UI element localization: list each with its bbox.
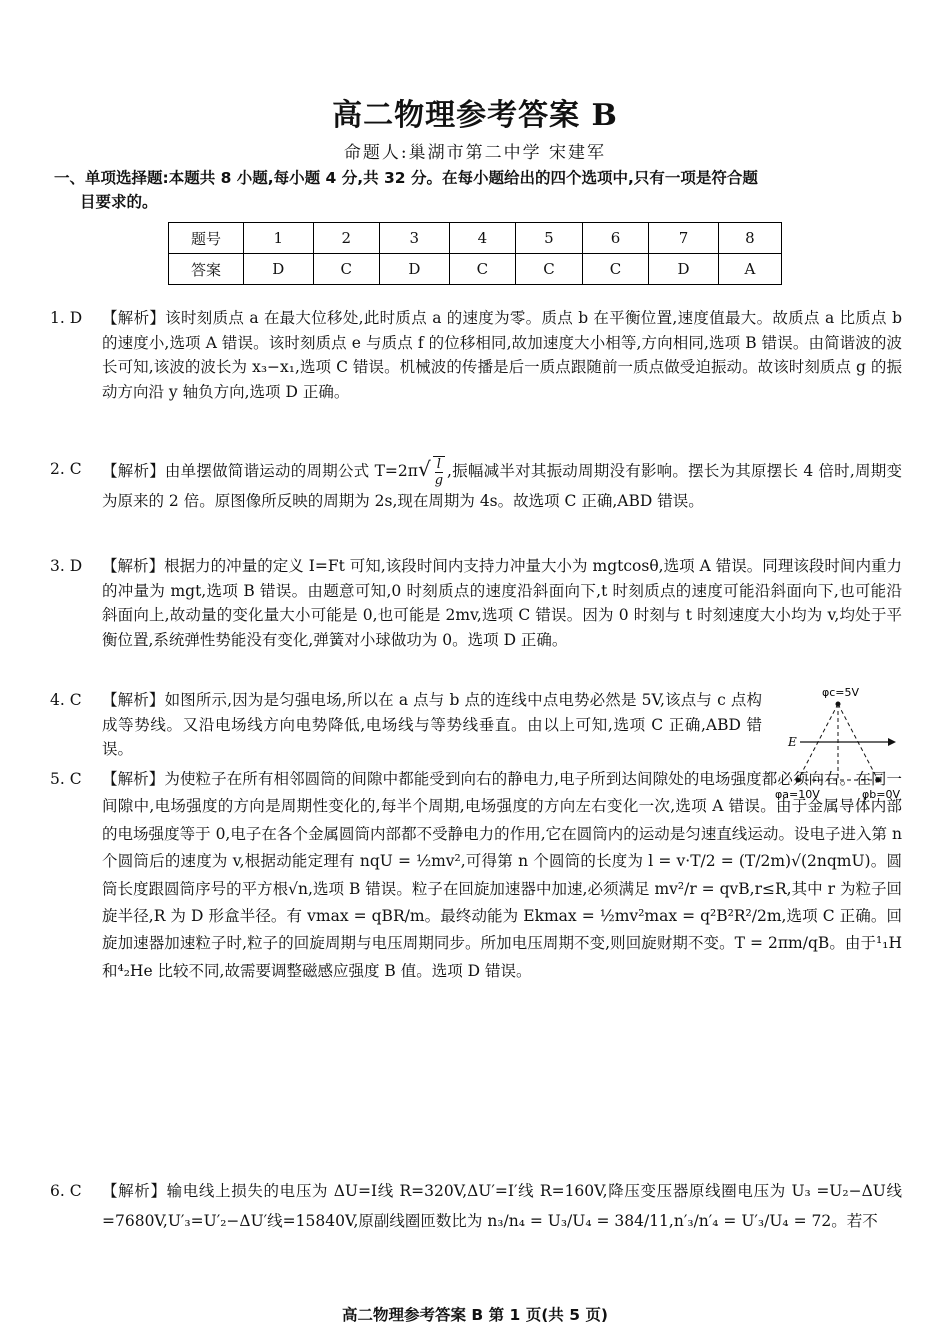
question-number: 7 [649,223,719,254]
section-heading-text: 一、单项选择题:本题共 8 小题,每小题 4 分,共 32 分。在每小题给出的四个选项中,只有一项是符合题 [54,169,758,187]
section-heading [54,166,902,214]
label-e: E [788,735,797,749]
arrow-icon [888,738,896,746]
answer-table [168,222,782,285]
question-number: 6 [582,223,649,254]
solution-text: 【解析】输电线上损失的电压为 ΔU=I线 R=320V,ΔU′=I′线 R=160V,降压变压器原线圈电压为 U₃ =U₂−ΔU线=7680V,U′₃=U′₂−ΔU′线=15840V,原副线圈匝数比为 n₃/n₄ = U₃/U₄ = 384/11,n′₃/n′₄ = U′₃/U₄ = 72。若不 [102,1182,902,1230]
question-number: 5 [516,223,583,254]
question-number: 2 [313,223,380,254]
solution-post: ,振幅减半对其振动周期没有影响。摆长为其原摆长 4 倍时,周期变为原来的 2 倍。原图像所反映的周期为 2s,现在周期为 4s。故选项 C 正确,ABD 错误。 [102,462,902,510]
solution-text: 【解析】为使粒子在所有相邻圆筒的间隙中都能受到向右的静电力,电子所到达间隙处的电场强度都必须向右。在同一间隙中,电场强度的方向是周期性变化的,每半个周期,电场强度的方向左右变化一次,选项 A 错误。由于金属导体内部的电场强度等于 0,电子在各个金属圆筒内部都不受静电力的作用,它在圆筒内的运动是匀速直线运动。设电子进入第 n 个圆筒后的速度为 v,根据动能定理有 nqU = ½mv²,可得第 n 个圆筒的长度为 l = v·T/2 = (T/2m)√(2nqmU)。圆筒长度跟圆筒序号的平方根√n,选项 B 错误。粒子在回旋加速器中加速,必须满足 mv²/r = qvB,r≤R,其中 r 为粒子回旋半径,R 为 D 形盒半径。有 vmax = qBR/m。最终动能为 Ekmax = ½mv²max = q²B²R²/2m,选项 C 正确。回旋加速器加速粒子时,粒子的回旋周期与电压周期同步。所加电压周期不变,则回旋财期不变。T = 2πm/qB。由于¹₁H 和⁴₂He 比较不同,故需要调整磁感应强度 B 值。选项 D 错误。 [102,770,902,980]
question-number: 8 [718,223,781,254]
solution-text: 【解析】根据力的冲量的定义 I=Ft 可知,该段时间内支持力冲量大小为 mgtcosθ,选项 A 错误。同理该段时间内重力的冲量为 mgt,选项 B 错误。由题意可知,0 时刻质点的速度沿斜面向下,t 时刻质点的速度可能沿斜面向下,也可能沿斜面向上,故动量的变化量大小可能是 0,也可能是 2mv,选项 C 错误。因为 0 时刻与 t 时刻速度大小均为 v,均处于平衡位置,系统弹性势能没有变化,弹簧对小球做功为 0。选项 D 正确。 [102,557,902,649]
answer-cell: C [449,254,516,285]
question-row [169,223,782,254]
answer-cell: C [313,254,380,285]
solution-text: 【解析】由单摆做简谐运动的周期公式 T=2π√ $\frac{l}{g}$ ,振幅减半对其振动周期没有影响。摆长为其原摆长 4 倍时,周期变为原来的 2 倍。原图像所反映的周期为 2s,现在周期为 4s。故选项 C 正确,ABD 错误。 [102,457,902,510]
solution-text: 【解析】该时刻质点 a 在最大位移处,此时质点 a 的速度为零。质点 b 在平衡位置,速度值最大。故质点 a 比质点 b 的速度小,选项 A 错误。该时刻质点 e 与质点 f 的位移相同,故加速度大小相等,方向相同,选项 B 错误。由简谐波的波长可知,该波的波长为 x₃−x₁,选项 C 错误。机械波的传播是后一质点跟随前一质点做受迫振动。故该时刻质点 g 的振动方向沿 y 轴负方向,选项 D 正确。 [102,309,902,401]
solution-6 [50,1176,902,1236]
answer-cell: A [718,254,781,285]
solution-number: 1. D [50,309,83,327]
solution-number: 6. C [50,1182,82,1200]
solution-5 [50,766,902,985]
formula-fraction: $\frac{l}{g}$ [434,457,444,488]
solution-pre: 【解析】由单摆做简谐运动的周期公式 T=2π [102,462,418,480]
page-footer: 高二物理参考答案 B 第 1 页(共 5 页) [342,1306,608,1324]
solution-2 [50,456,902,514]
question-number: 3 [380,223,450,254]
question-number: 4 [449,223,516,254]
answer-row [169,254,782,285]
page-title: 高二物理参考答案 B [332,98,618,133]
label-phi-c: φc=5V [822,686,860,699]
solution-number: 2. C [50,460,82,478]
answer-cell: D [649,254,719,285]
row-label-question: 题号 [169,223,244,254]
solution-4 [50,688,762,762]
section-heading-cont: 目要求的。 [80,193,158,211]
label-phi-a: φa=10V [775,788,820,801]
solution-text: 【解析】如图所示,因为是匀强电场,所以在 a 点与 b 点的连线中点电势必然是 5V,该点与 c 点构成等势线。又沿电场线方向电势降低,电场线与等势线垂直。由以上可知,选项 C 正确,ABD 错误。 [102,691,762,759]
solution-number: 3. D [50,557,83,575]
question-number: 1 [244,223,314,254]
answer-cell: D [380,254,450,285]
solution-3 [50,554,902,652]
solution-number: 4. C [50,691,82,709]
author-line: 命题人:巢湖市第二中学 宋建军 [343,143,607,163]
answer-cell: C [516,254,583,285]
solution-1 [50,306,902,404]
answer-cell: C [582,254,649,285]
solution-number: 5. C [50,770,82,788]
row-label-answer: 答案 [169,254,244,285]
label-phi-b: φb=0V [862,788,900,801]
answer-cell: D [244,254,314,285]
